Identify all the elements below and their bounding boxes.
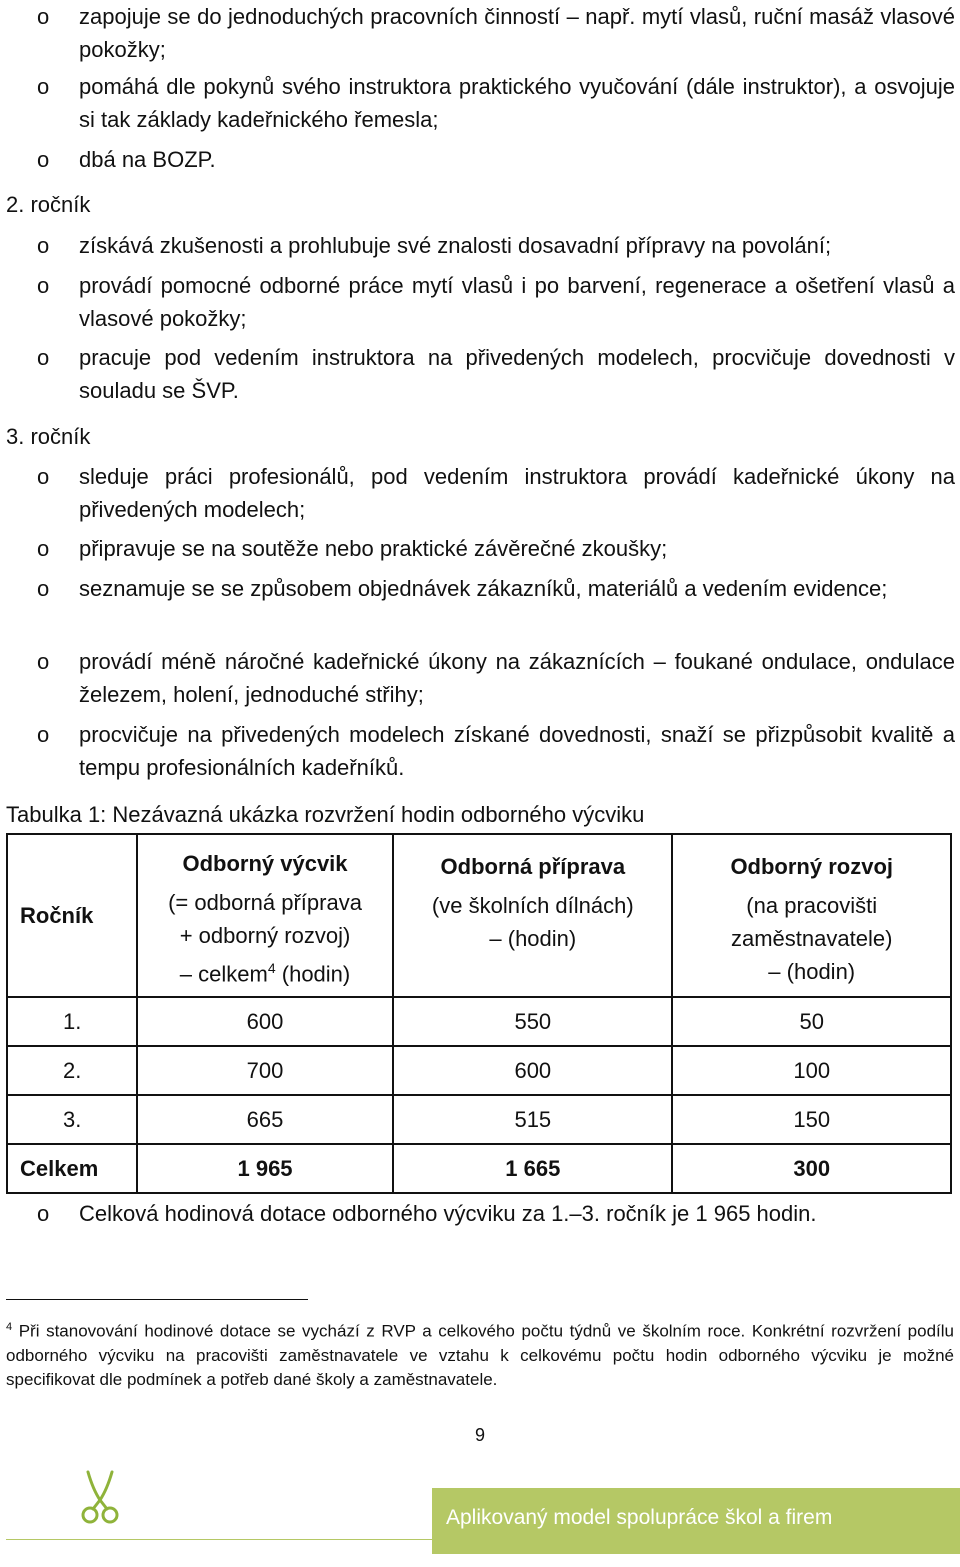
bullet: o: [37, 536, 50, 561]
cell-year: 1.: [7, 997, 137, 1046]
cell-priprava: 550: [393, 997, 672, 1046]
col-note: + odborný rozvoj): [179, 923, 351, 948]
list-item-text: pomáhá dle pokynů svého instruktora praktického vyučování (dále instruktor), a osvojuje si tak základy kadeřnického řemesla;: [79, 74, 955, 132]
cell-rozvoj: 100: [672, 1046, 951, 1095]
table-header-row: [7, 834, 951, 997]
list-item-text: získává zkušenosti a prohlubuje své znalosti dosavadní přípravy na povolání;: [79, 233, 832, 258]
col-note: [138, 952, 392, 990]
footer-line: [6, 1539, 432, 1540]
bullet: o: [37, 345, 50, 370]
col-note: (= odborná příprava: [168, 890, 362, 915]
year3-heading: 3. ročník: [6, 424, 91, 449]
col-note: – (hodin): [489, 925, 577, 951]
bullet: o: [37, 464, 50, 489]
col-header-odborny-vycvik: [137, 834, 393, 997]
footnote-divider: [6, 1299, 308, 1300]
list-item-text: procvičuje na přivedených modelech získané dovednosti, snaží se přizpůsobit kvalitě a tempu profesionálních kadeřníků.: [79, 722, 955, 780]
col-note: (na pracovišti: [746, 892, 878, 918]
hours-table: [6, 833, 952, 1194]
footnote: [6, 1315, 954, 1392]
bullet: o: [37, 576, 50, 601]
cell-priprava: 600: [393, 1046, 672, 1095]
list-item-text: provádí méně náročné kadeřnické úkony na zákaznících – foukané ondulace, ondulace železem, holení, jednoduché střihy;: [79, 649, 955, 707]
col-note-part: – celkem: [179, 961, 268, 987]
list-item-text: připravuje se na soutěže nebo praktické závěrečné zkoušky;: [79, 536, 668, 561]
cell-total-rozvoj: 300: [672, 1144, 951, 1193]
col-note: – (hodin): [768, 958, 856, 984]
col-note-part: (hodin): [275, 961, 351, 987]
bullet: o: [37, 74, 50, 99]
list-item-text: zapojuje se do jednoduchých pracovních činností – např. mytí vlasů, ruční masáž vlasové pokožky;: [79, 4, 955, 62]
col-header-odborna-priprava: [393, 834, 672, 997]
footnote-ref: 4: [267, 960, 276, 976]
year2-heading: 2. ročník: [6, 192, 91, 217]
bullet: o: [37, 273, 50, 298]
list-item-text: seznamuje se se způsobem objednávek zákazníků, materiálů a vedením evidence;: [79, 576, 888, 601]
table-total-row: [7, 1144, 951, 1193]
col-header-odborny-rozvoj: [672, 834, 951, 997]
col-name: Odborný výcvik: [182, 851, 348, 876]
table-caption: Tabulka 1: Nezávazná ukázka rozvržení hodin odborného výcviku: [6, 802, 645, 827]
col-name: Odborný rozvoj: [730, 853, 893, 879]
bullet: o: [37, 649, 50, 674]
list-item-text: pracuje pod vedením instruktora na přivedených modelech, procvičuje dovednosti v souladu se ŠVP.: [79, 345, 955, 403]
col-note: zaměstnavatele): [731, 925, 893, 951]
cell-year: 2.: [7, 1046, 137, 1095]
bullet: o: [37, 233, 50, 258]
col-note: (ve školních dílnách): [431, 892, 634, 918]
table-row: [7, 1046, 951, 1095]
page-number: 9: [474, 1425, 485, 1445]
footnote-text: Při stanovování hodinové dotace se vychází z RVP a celkového počtu týdnů ve školním roce. Konkrétní rozvržení podílu odborného výcviku na pracovišti zaměstnavatele ve vztahu k celkovému počtu hodin odborného výcviku je možné specifikovat dle podmínek a potřeb dané školy a zaměstnavatele.: [6, 1321, 954, 1389]
cell-vycvik: 600: [137, 997, 393, 1046]
cell-year: 3.: [7, 1095, 137, 1144]
cell-total-label: Celkem: [7, 1144, 137, 1193]
cell-total-priprava: 1 665: [393, 1144, 672, 1193]
cell-rozvoj: 50: [672, 997, 951, 1046]
table-row: [7, 1095, 951, 1144]
list-item-text: provádí pomocné odborné práce mytí vlasů i po barvení, regenerace a ošetření vlasů a vlasové pokožky;: [79, 273, 955, 331]
bullet: o: [37, 722, 50, 747]
cell-rozvoj: 150: [672, 1095, 951, 1144]
cell-priprava: 515: [393, 1095, 672, 1144]
bullet: o: [37, 4, 50, 29]
bullet: o: [37, 1201, 50, 1226]
cell-total-vycvik: 1 965: [137, 1144, 393, 1193]
summary-text: Celková hodinová dotace odborného výcviku za 1.–3. ročník je 1 965 hodin.: [79, 1201, 817, 1226]
footnote-mark: 4: [6, 1321, 13, 1333]
list-item-text: dbá na BOZP.: [79, 147, 216, 172]
bullet: o: [37, 147, 50, 172]
footer-banner: [432, 1488, 960, 1554]
list-item-text: sleduje práci profesionálů, pod vedením instruktora provádí kadeřnické úkony na přivedených modelech;: [79, 464, 955, 522]
col-name: Odborná příprava: [440, 853, 626, 879]
cell-vycvik: 665: [137, 1095, 393, 1144]
scissors-logo-icon: [80, 1468, 120, 1528]
cell-vycvik: 700: [137, 1046, 393, 1095]
banner-text: Aplikovaný model spolupráce škol a firem: [446, 1506, 833, 1529]
table-row: [7, 997, 951, 1046]
row-header-rocnik: Ročník: [7, 834, 137, 997]
